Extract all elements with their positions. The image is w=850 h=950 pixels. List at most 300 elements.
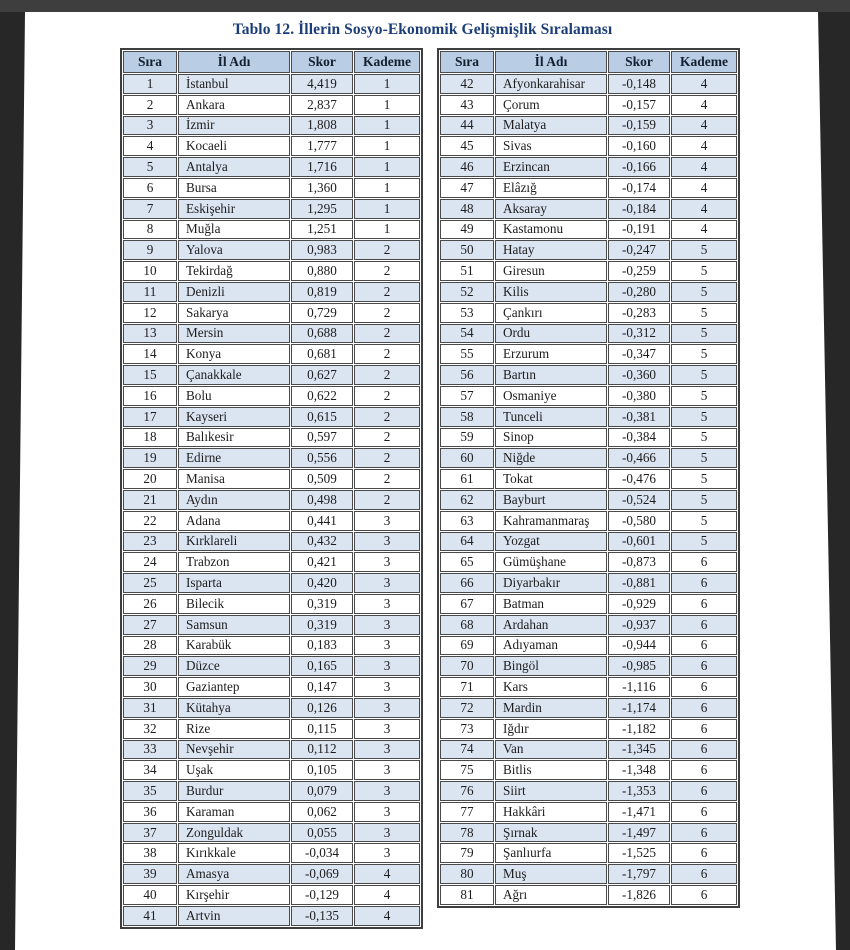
rank-cell: 47 <box>440 178 494 198</box>
header-row <box>123 51 420 73</box>
level-cell: 3 <box>354 760 420 780</box>
province-cell: Adana <box>178 511 290 531</box>
score-cell: 0,627 <box>291 365 353 385</box>
province-cell: Van <box>495 740 607 760</box>
rank-cell: 14 <box>123 344 177 364</box>
rank-cell: 39 <box>123 864 177 884</box>
score-cell: -1,182 <box>608 719 670 739</box>
level-cell: 6 <box>671 656 737 676</box>
score-cell: -0,184 <box>608 199 670 219</box>
col-header-rank: Sıra <box>123 51 177 73</box>
level-cell: 4 <box>671 95 737 115</box>
score-cell: -0,283 <box>608 303 670 323</box>
rank-cell: 63 <box>440 511 494 531</box>
score-cell: 0,556 <box>291 448 353 468</box>
province-cell: Bursa <box>178 178 290 198</box>
score-cell: 1,808 <box>291 116 353 136</box>
col-header-province: İl Adı <box>178 51 290 73</box>
level-cell: 5 <box>671 261 737 281</box>
score-cell: -0,166 <box>608 157 670 177</box>
table-row <box>123 116 420 136</box>
level-cell: 2 <box>354 303 420 323</box>
rank-cell: 53 <box>440 303 494 323</box>
score-cell: 1,716 <box>291 157 353 177</box>
rank-cell: 34 <box>123 760 177 780</box>
rank-cell: 57 <box>440 386 494 406</box>
rank-cell: 20 <box>123 469 177 489</box>
rank-cell: 7 <box>123 199 177 219</box>
rank-cell: 65 <box>440 552 494 572</box>
level-cell: 5 <box>671 490 737 510</box>
score-cell: -0,159 <box>608 116 670 136</box>
table-row <box>440 677 737 697</box>
rank-cell: 9 <box>123 240 177 260</box>
rank-cell: 78 <box>440 823 494 843</box>
province-cell: Kahramanmaraş <box>495 511 607 531</box>
rank-cell: 60 <box>440 448 494 468</box>
score-cell: -0,476 <box>608 469 670 489</box>
province-cell: Rize <box>178 719 290 739</box>
province-cell: Karabük <box>178 636 290 656</box>
level-cell: 4 <box>671 199 737 219</box>
province-cell: Siirt <box>495 781 607 801</box>
province-cell: Bartın <box>495 365 607 385</box>
rank-cell: 37 <box>123 823 177 843</box>
score-cell: -0,580 <box>608 511 670 531</box>
table-row <box>440 199 737 219</box>
level-cell: 1 <box>354 136 420 156</box>
level-cell: 3 <box>354 511 420 531</box>
table-row <box>440 261 737 281</box>
table-row <box>440 885 737 905</box>
level-cell: 1 <box>354 157 420 177</box>
rank-cell: 77 <box>440 802 494 822</box>
level-cell: 5 <box>671 303 737 323</box>
rank-cell: 79 <box>440 843 494 863</box>
province-cell: Antalya <box>178 157 290 177</box>
level-cell: 2 <box>354 428 420 448</box>
level-cell: 5 <box>671 407 737 427</box>
province-cell: Yozgat <box>495 532 607 552</box>
province-cell: Hakkâri <box>495 802 607 822</box>
table-row <box>123 428 420 448</box>
rank-cell: 24 <box>123 552 177 572</box>
table-row <box>440 823 737 843</box>
table-row <box>440 469 737 489</box>
province-cell: Afyonkarahisar <box>495 74 607 94</box>
score-cell: 1,295 <box>291 199 353 219</box>
score-cell: -0,601 <box>608 532 670 552</box>
table-row <box>123 136 420 156</box>
table-row <box>440 220 737 240</box>
rank-cell: 26 <box>123 594 177 614</box>
score-cell: -0,259 <box>608 261 670 281</box>
table-row <box>440 95 737 115</box>
level-cell: 6 <box>671 677 737 697</box>
score-cell: -0,312 <box>608 324 670 344</box>
level-cell: 3 <box>354 615 420 635</box>
table-row <box>123 864 420 884</box>
rank-cell: 16 <box>123 386 177 406</box>
score-cell: 0,432 <box>291 532 353 552</box>
table-row <box>123 573 420 593</box>
level-cell: 6 <box>671 615 737 635</box>
table-row <box>123 552 420 572</box>
province-cell: Tokat <box>495 469 607 489</box>
table-row <box>123 615 420 635</box>
level-cell: 6 <box>671 552 737 572</box>
level-cell: 6 <box>671 843 737 863</box>
rank-cell: 72 <box>440 698 494 718</box>
province-cell: Çanakkale <box>178 365 290 385</box>
province-cell: Eskişehir <box>178 199 290 219</box>
table-row <box>123 95 420 115</box>
table-row <box>440 282 737 302</box>
page-content <box>20 12 825 929</box>
table-row <box>123 885 420 905</box>
score-cell: -0,347 <box>608 344 670 364</box>
table-row <box>123 74 420 94</box>
score-cell: -0,985 <box>608 656 670 676</box>
rank-cell: 28 <box>123 636 177 656</box>
col-header-rank: Sıra <box>440 51 494 73</box>
table-row <box>440 511 737 531</box>
score-cell: -0,191 <box>608 220 670 240</box>
table-row <box>123 843 420 863</box>
table-row <box>123 282 420 302</box>
rank-cell: 52 <box>440 282 494 302</box>
level-cell: 6 <box>671 719 737 739</box>
table-row <box>123 199 420 219</box>
level-cell: 1 <box>354 178 420 198</box>
province-cell: Sivas <box>495 136 607 156</box>
province-cell: Muş <box>495 864 607 884</box>
rank-cell: 67 <box>440 594 494 614</box>
score-cell: -0,380 <box>608 386 670 406</box>
score-cell: 0,681 <box>291 344 353 364</box>
rank-cell: 56 <box>440 365 494 385</box>
level-cell: 5 <box>671 532 737 552</box>
table-row <box>440 698 737 718</box>
rank-cell: 8 <box>123 220 177 240</box>
level-cell: 1 <box>354 95 420 115</box>
rank-cell: 1 <box>123 74 177 94</box>
province-cell: İzmir <box>178 116 290 136</box>
province-cell: Trabzon <box>178 552 290 572</box>
province-cell: Elâzığ <box>495 178 607 198</box>
score-cell: -1,348 <box>608 760 670 780</box>
level-cell: 1 <box>354 74 420 94</box>
table-row <box>123 511 420 531</box>
score-cell: -0,929 <box>608 594 670 614</box>
level-cell: 2 <box>354 240 420 260</box>
level-cell: 2 <box>354 469 420 489</box>
province-cell: Balıkesir <box>178 428 290 448</box>
col-header-level: Kademe <box>354 51 420 73</box>
level-cell: 4 <box>671 74 737 94</box>
score-cell: -1,497 <box>608 823 670 843</box>
score-cell: -0,148 <box>608 74 670 94</box>
province-cell: İstanbul <box>178 74 290 94</box>
table-row <box>440 448 737 468</box>
rank-cell: 19 <box>123 448 177 468</box>
province-cell: Ordu <box>495 324 607 344</box>
score-cell: 0,819 <box>291 282 353 302</box>
score-cell: -0,944 <box>608 636 670 656</box>
province-cell: Çorum <box>495 95 607 115</box>
table-row <box>440 532 737 552</box>
level-cell: 5 <box>671 386 737 406</box>
table-row <box>440 615 737 635</box>
level-cell: 2 <box>354 386 420 406</box>
score-cell: 0,688 <box>291 324 353 344</box>
score-cell: 0,062 <box>291 802 353 822</box>
level-cell: 3 <box>354 781 420 801</box>
table-row <box>440 802 737 822</box>
tables-container <box>120 48 825 929</box>
score-cell: -1,116 <box>608 677 670 697</box>
province-cell: Muğla <box>178 220 290 240</box>
score-cell: 0,126 <box>291 698 353 718</box>
province-cell: Isparta <box>178 573 290 593</box>
level-cell: 1 <box>354 116 420 136</box>
level-cell: 3 <box>354 656 420 676</box>
province-cell: Konya <box>178 344 290 364</box>
rank-cell: 81 <box>440 885 494 905</box>
province-cell: Hatay <box>495 240 607 260</box>
rank-cell: 69 <box>440 636 494 656</box>
table-row <box>123 303 420 323</box>
col-header-score: Skor <box>608 51 670 73</box>
score-cell: -0,881 <box>608 573 670 593</box>
score-cell: -0,160 <box>608 136 670 156</box>
level-cell: 1 <box>354 199 420 219</box>
score-cell: -1,471 <box>608 802 670 822</box>
level-cell: 5 <box>671 448 737 468</box>
score-cell: -1,345 <box>608 740 670 760</box>
level-cell: 2 <box>354 407 420 427</box>
rank-cell: 66 <box>440 573 494 593</box>
level-cell: 2 <box>354 282 420 302</box>
score-cell: -0,466 <box>608 448 670 468</box>
score-cell: -1,353 <box>608 781 670 801</box>
level-cell: 4 <box>671 220 737 240</box>
rank-cell: 2 <box>123 95 177 115</box>
province-cell: Bayburt <box>495 490 607 510</box>
score-cell: -0,034 <box>291 843 353 863</box>
level-cell: 2 <box>354 261 420 281</box>
col-header-level: Kademe <box>671 51 737 73</box>
score-cell: -0,247 <box>608 240 670 260</box>
table-row <box>440 760 737 780</box>
province-cell: Kastamonu <box>495 220 607 240</box>
score-cell: -0,360 <box>608 365 670 385</box>
score-cell: 0,983 <box>291 240 353 260</box>
level-cell: 6 <box>671 573 737 593</box>
score-cell: 0,105 <box>291 760 353 780</box>
rank-cell: 6 <box>123 178 177 198</box>
rank-cell: 5 <box>123 157 177 177</box>
province-cell: Bingöl <box>495 656 607 676</box>
level-cell: 3 <box>354 573 420 593</box>
score-cell: 2,837 <box>291 95 353 115</box>
score-cell: -0,135 <box>291 906 353 926</box>
province-cell: Kars <box>495 677 607 697</box>
score-cell: 0,421 <box>291 552 353 572</box>
rank-cell: 32 <box>123 719 177 739</box>
level-cell: 5 <box>671 344 737 364</box>
rank-cell: 49 <box>440 220 494 240</box>
score-cell: 1,360 <box>291 178 353 198</box>
score-cell: 0,597 <box>291 428 353 448</box>
rank-cell: 36 <box>123 802 177 822</box>
table-row <box>440 781 737 801</box>
header-row <box>440 51 737 73</box>
table-row <box>440 136 737 156</box>
table-row <box>123 365 420 385</box>
level-cell: 2 <box>354 365 420 385</box>
ranking-table-left <box>120 48 423 929</box>
province-cell: Uşak <box>178 760 290 780</box>
level-cell: 3 <box>354 552 420 572</box>
rank-cell: 11 <box>123 282 177 302</box>
rank-cell: 48 <box>440 199 494 219</box>
province-cell: Tekirdağ <box>178 261 290 281</box>
province-cell: Mersin <box>178 324 290 344</box>
province-cell: Iğdır <box>495 719 607 739</box>
province-cell: Giresun <box>495 261 607 281</box>
rank-cell: 33 <box>123 740 177 760</box>
province-cell: Zonguldak <box>178 823 290 843</box>
table-row <box>123 532 420 552</box>
province-cell: Sinop <box>495 428 607 448</box>
province-cell: Artvin <box>178 906 290 926</box>
province-cell: Diyarbakır <box>495 573 607 593</box>
level-cell: 6 <box>671 594 737 614</box>
rank-cell: 73 <box>440 719 494 739</box>
rank-cell: 23 <box>123 532 177 552</box>
level-cell: 3 <box>354 843 420 863</box>
level-cell: 6 <box>671 802 737 822</box>
province-cell: Erzurum <box>495 344 607 364</box>
level-cell: 5 <box>671 428 737 448</box>
level-cell: 5 <box>671 240 737 260</box>
score-cell: 0,441 <box>291 511 353 531</box>
score-cell: 0,055 <box>291 823 353 843</box>
rank-cell: 12 <box>123 303 177 323</box>
table-row <box>123 656 420 676</box>
table-row <box>440 386 737 406</box>
score-cell: 4,419 <box>291 74 353 94</box>
table-row <box>440 116 737 136</box>
table-row <box>440 178 737 198</box>
province-cell: Ankara <box>178 95 290 115</box>
level-cell: 3 <box>354 802 420 822</box>
table-row <box>440 843 737 863</box>
score-cell: -0,280 <box>608 282 670 302</box>
rank-cell: 18 <box>123 428 177 448</box>
level-cell: 4 <box>354 906 420 926</box>
level-cell: 4 <box>354 885 420 905</box>
level-cell: 4 <box>354 864 420 884</box>
rank-cell: 38 <box>123 843 177 863</box>
province-cell: Gümüşhane <box>495 552 607 572</box>
province-cell: Gaziantep <box>178 677 290 697</box>
viewer-top-bar <box>0 0 850 12</box>
table-row <box>123 448 420 468</box>
rank-cell: 61 <box>440 469 494 489</box>
rank-cell: 44 <box>440 116 494 136</box>
province-cell: Kilis <box>495 282 607 302</box>
province-cell: Batman <box>495 594 607 614</box>
score-cell: 0,509 <box>291 469 353 489</box>
table-row <box>440 324 737 344</box>
score-cell: -1,797 <box>608 864 670 884</box>
rank-cell: 55 <box>440 344 494 364</box>
rank-cell: 46 <box>440 157 494 177</box>
level-cell: 5 <box>671 469 737 489</box>
level-cell: 2 <box>354 344 420 364</box>
score-cell: 0,079 <box>291 781 353 801</box>
table-row <box>123 594 420 614</box>
table-row <box>440 864 737 884</box>
rank-cell: 80 <box>440 864 494 884</box>
score-cell: -0,381 <box>608 407 670 427</box>
table-row <box>440 490 737 510</box>
rank-cell: 76 <box>440 781 494 801</box>
rank-cell: 70 <box>440 656 494 676</box>
rank-cell: 40 <box>123 885 177 905</box>
rank-cell: 15 <box>123 365 177 385</box>
score-cell: -0,129 <box>291 885 353 905</box>
rank-cell: 71 <box>440 677 494 697</box>
rank-cell: 29 <box>123 656 177 676</box>
score-cell: -0,174 <box>608 178 670 198</box>
province-cell: Bolu <box>178 386 290 406</box>
rank-cell: 3 <box>123 116 177 136</box>
province-cell: Şanlıurfa <box>495 843 607 863</box>
province-cell: Düzce <box>178 656 290 676</box>
province-cell: Burdur <box>178 781 290 801</box>
table-row <box>123 698 420 718</box>
level-cell: 6 <box>671 760 737 780</box>
table-row <box>123 240 420 260</box>
score-cell: 0,615 <box>291 407 353 427</box>
score-cell: 0,880 <box>291 261 353 281</box>
table-row <box>123 220 420 240</box>
table-row <box>123 407 420 427</box>
province-cell: Ardahan <box>495 615 607 635</box>
table-row <box>440 656 737 676</box>
score-cell: -0,873 <box>608 552 670 572</box>
level-cell: 3 <box>354 823 420 843</box>
rank-cell: 45 <box>440 136 494 156</box>
table-row <box>440 719 737 739</box>
rank-cell: 10 <box>123 261 177 281</box>
rank-cell: 75 <box>440 760 494 780</box>
score-cell: -0,157 <box>608 95 670 115</box>
table-row <box>123 157 420 177</box>
table-row <box>123 740 420 760</box>
level-cell: 3 <box>354 594 420 614</box>
table-row <box>123 677 420 697</box>
rank-cell: 42 <box>440 74 494 94</box>
rank-cell: 30 <box>123 677 177 697</box>
level-cell: 2 <box>354 448 420 468</box>
province-cell: Aydın <box>178 490 290 510</box>
table-row <box>123 802 420 822</box>
level-cell: 5 <box>671 511 737 531</box>
